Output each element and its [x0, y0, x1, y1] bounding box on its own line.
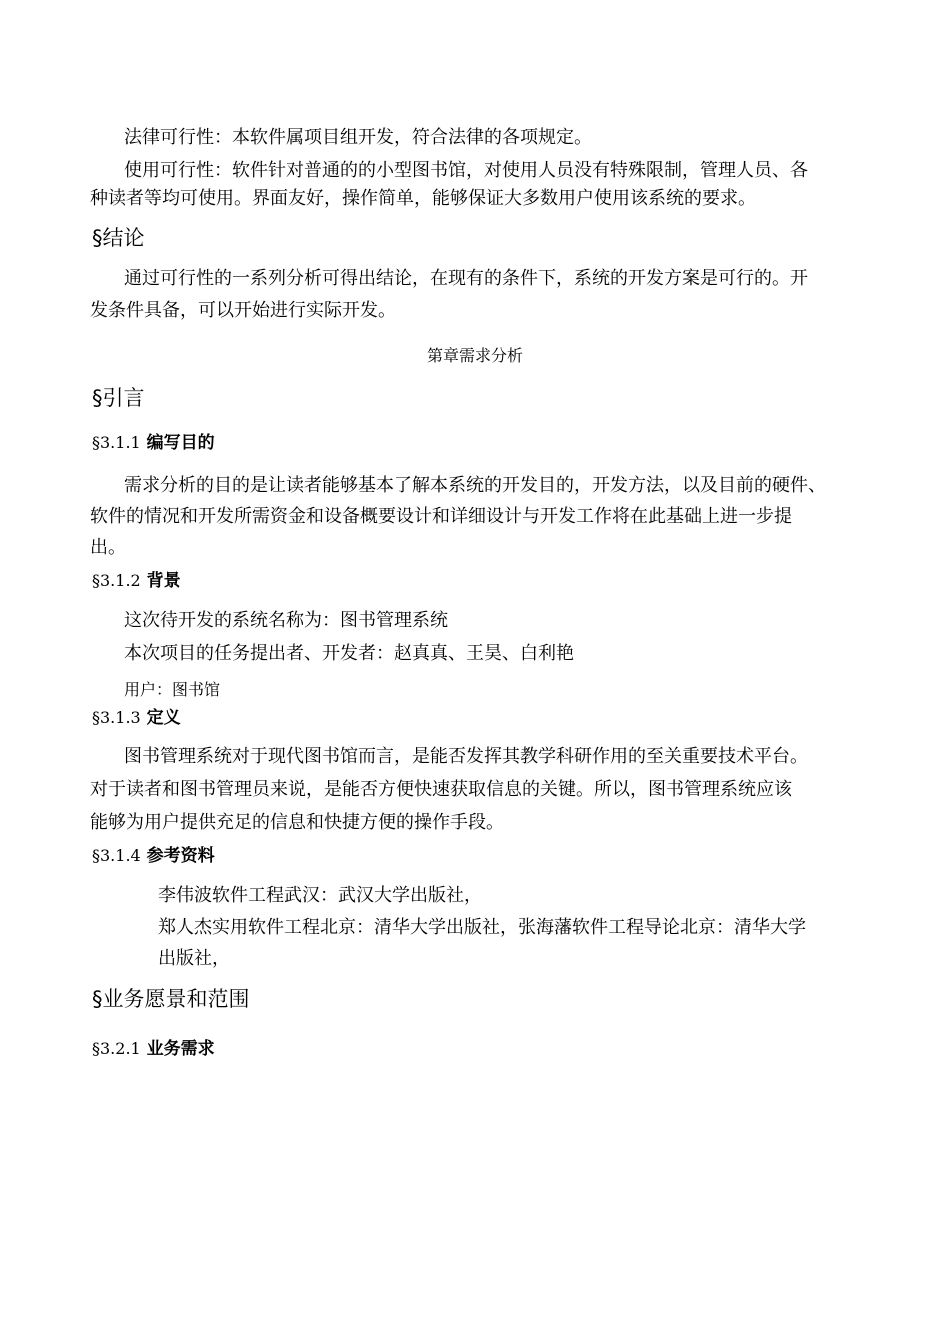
paragraph-line: 用户：图书馆: [124, 680, 221, 699]
subsection-title: 编写目的: [146, 433, 215, 453]
paragraph-line: 本次项目的任务提出者、开发者：赵真真、王昊、白利艳: [124, 643, 574, 664]
reference-line: 李伟波软件工程武汉：武汉大学出版社，: [158, 885, 482, 906]
subsection-title: 定义: [146, 708, 181, 728]
subsection-heading-3-1-4: [92, 844, 215, 868]
subsection-number: §3.1.1: [92, 433, 141, 452]
paragraph-line: 法律可行性：本软件属项目组开发，符合法律的各项规定。: [124, 127, 592, 148]
paragraph-line: 需求分析的目的是让读者能够基本了解本系统的开发目的，开发方法，以及目前的硬件、: [124, 475, 826, 496]
subsection-heading-3-2-1: [92, 1037, 215, 1061]
paragraph-line: 软件的情况和开发所需资金和设备概要设计和详细设计与开发工作将在此基础上进一步提: [90, 506, 792, 527]
paragraph-line: 这次待开发的系统名称为：图书管理系统: [124, 610, 448, 631]
subsection-heading-3-1-1: [92, 431, 215, 455]
paragraph-line: 种读者等均可使用。界面友好，操作简单，能够保证大多数用户使用该系统的要求。: [90, 188, 756, 209]
subsection-heading-3-1-2: [92, 569, 181, 593]
section-heading-conclusion: §结论: [92, 226, 145, 250]
section-heading-intro: §引言: [92, 386, 145, 410]
paragraph-line: 使用可行性：软件针对普通的的小型图书馆，对使用人员没有特殊限制，管理人员、各: [124, 160, 808, 181]
section-heading-vision: §业务愿景和范围: [92, 987, 250, 1011]
reference-line: 郑人杰实用软件工程北京：清华大学出版社，张海藩软件工程导论北京：清华大学: [158, 917, 806, 938]
paragraph-line: 出。: [90, 537, 126, 558]
subsection-number: §3.1.4: [92, 846, 141, 865]
subsection-title: 业务需求: [146, 1039, 215, 1059]
reference-line: 出版社，: [158, 948, 230, 969]
paragraph-line: 图书管理系统对于现代图书馆而言，是能否发挥其教学科研作用的至关重要技术平台。: [124, 746, 808, 767]
subsection-title: 背景: [146, 571, 181, 591]
paragraph-line: 对于读者和图书管理员来说，是能否方便快速获取信息的关键。所以，图书管理系统应该: [90, 779, 792, 800]
subsection-number: §3.2.1: [92, 1039, 141, 1058]
paragraph-line: 能够为用户提供充足的信息和快捷方便的操作手段。: [90, 812, 504, 833]
subsection-number: §3.1.2: [92, 571, 141, 590]
paragraph-line: 发条件具备，可以开始进行实际开发。: [90, 300, 396, 321]
subsection-heading-3-1-3: [92, 706, 181, 730]
subsection-number: §3.1.3: [92, 708, 141, 727]
paragraph-line: 通过可行性的一系列分析可得出结论，在现有的条件下，系统的开发方案是可行的。开: [124, 268, 808, 289]
chapter-title: 第章需求分析: [426, 346, 523, 365]
subsection-title: 参考资料: [146, 846, 215, 866]
